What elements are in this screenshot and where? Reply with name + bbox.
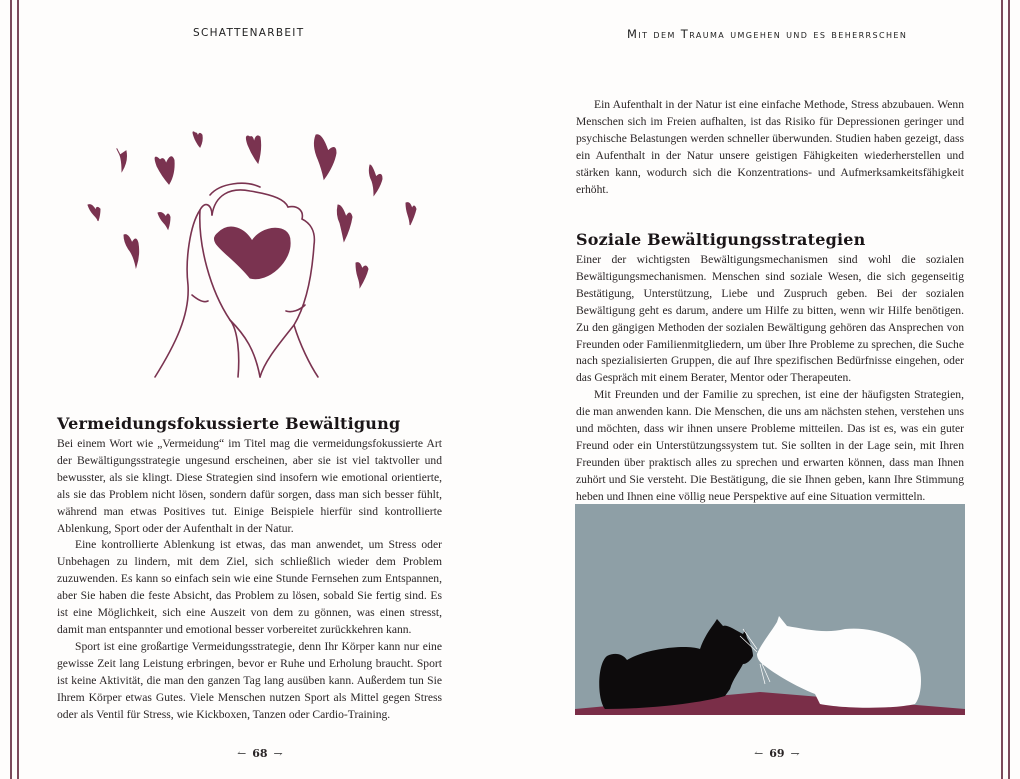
page-number: 68 bbox=[252, 747, 268, 760]
section-heading: Vermeidungsfokussierte Bewältigung bbox=[57, 414, 401, 433]
paragraph: Einer der wichtigsten Bewältigungsmechanismen sind wohl die sozialen Bewältigungsmechanismen. Menschen sind soziale Wesen, die sich gegenseitig Bestätigung, Unterstützung, Liebe und Zuspruch geben. Bei der sozialen Bewältigung geht es darum, andere um Hilfe zu bitten, wenn wir Hilfe benötigen. Zu den gängigen Methoden der sozialen Bewältigung gehören das Ansprechen von Freunden oder Familienmitgliedern, um über Ihre Probleme zu sprechen, die Suche nach spezialisierten Gruppen, die auf Ihre spezifischen Bedürfnisse eingehen, oder das Gespräch mit einem Berater, Mentor oder Therapeuten. bbox=[576, 253, 964, 385]
heart-icon bbox=[369, 165, 382, 195]
heart-icon bbox=[406, 203, 416, 225]
paragraph: Eine kontrollierte Ablenkung ist etwas, das man anwendet, um Stress oder Unbehagen zu lindern, mit dem Ziel, sich schließlich wieder dem Problem zuzuwenden. Es kann so einfach sein wie eine Stunde Fernsehen zum Entspannen, aber Sie haben die feste Absicht, das Problem zu lösen, sobald Sie fertig sind. Es ist eine Möglichkeit, sich eine Auszeit von dem zu gönnen, was einen stresst, damit man entspannter und emotional besser vorbereitet zurückkehren kann. bbox=[57, 538, 442, 636]
folio-ornament-left-icon: ↼ bbox=[754, 747, 764, 760]
cats-illustration bbox=[575, 504, 965, 715]
page-number-left bbox=[231, 747, 289, 760]
heart-icon bbox=[193, 132, 202, 147]
folio-ornament-left-icon: ↼ bbox=[237, 747, 247, 760]
folio-ornament-right-icon: ⇁ bbox=[790, 747, 800, 760]
hands-holding-heart-illustration bbox=[80, 115, 430, 387]
page-number-right bbox=[748, 747, 806, 760]
paragraph: Sport ist eine großartige Vermeidungsstrategie, denn Ihr Körper kann nur eine gewisse Zeit lang Leistung erbringen, bevor er Ruhe und Erholung braucht. Sport ist keine Aktivität, die man den ganzen Tag lang ausüben kann. Außerdem tun Sie Ihrem Körper etwas Gutes. Viele Menschen nutzen Sport als Mittel gegen Stress oder als Ventil für Stress, wie Kickboxen, Tanzen oder Cardio-Training. bbox=[57, 639, 442, 721]
heart-icon bbox=[337, 205, 352, 241]
heart-icon bbox=[117, 149, 127, 171]
heart-icon bbox=[158, 213, 170, 230]
heart-icon bbox=[314, 135, 336, 179]
section-heading: Soziale Bewältigungsstrategien bbox=[576, 230, 866, 249]
heart-icon bbox=[246, 136, 260, 163]
left-page-body bbox=[57, 414, 442, 723]
paragraph: Bei einem Wort wie „Vermeidung“ im Titel mag die vermeidungsfokussierte Art der Bewältigungsstrategie ungesund erscheinen, aber sie ist viel taktvoller und bewusster, als sie klingt. Diese Strategien sind insofern wie emotional orientierte, als sie das Problem nicht lösen, sondern dafür sorgen, dass man sich besser fühlt, während man etwas Positives tut. Einige Beispiele hierfür sind kontrollierte Ablenkung, Sport oder der Aufenthalt in der Natur. bbox=[57, 437, 442, 535]
paragraph: Ein Aufenthalt in der Natur ist eine einfache Methode, Stress abzubauen. Wenn Menschen sich im Freien aufhalten, ist das Risiko für Depressionen geringer und psychische Belastungen werden schneller überwunden. Studien haben gezeigt, dass ein Aufenthalt in der Natur unsere geistigen Fähigkeiten wiederherstellen und stärken kann, wodurch sich die Konzentrations- und Aufmerksamkeitsfähigkeit erhöht. bbox=[576, 98, 964, 196]
cats-nuzzling-graphic bbox=[575, 504, 965, 715]
right-page-intro bbox=[576, 97, 964, 198]
central-heart-icon bbox=[214, 227, 290, 279]
heart-icon bbox=[88, 205, 100, 221]
heart-icon bbox=[356, 263, 368, 287]
heart-icon bbox=[124, 235, 139, 267]
running-head-text: SCHATTENARBEIT bbox=[193, 27, 305, 39]
paragraph: Mit Freunden und der Familie zu sprechen, ist eine der häufigsten Strategien, die man anwenden kann. Die Menschen, die uns am nächsten stehen, verstehen uns und möchten, dass wir ihnen unsere Probleme mitteilen. Das ist es, was ein guter Freund oder ein Unterstützungssystem tut. Sie sollten in der Lage sein, mit Ihren Freunden über praktisch alles zu sprechen und erwarten können, dass man Ihnen zuhört und Sie versteht. Die Bestätigung, die sie Ihnen geben, kann Ihre Stimmung heben und Ihnen eine völlig neue Perspektive auf eine Situation vermitteln. bbox=[576, 388, 964, 503]
running-head-text: Mit dem Trauma umgehen und es beherrschen bbox=[627, 27, 908, 41]
heart-icon bbox=[155, 157, 174, 184]
right-page-section bbox=[576, 230, 964, 506]
folio-ornament-right-icon: ⇁ bbox=[273, 747, 283, 760]
page-number: 69 bbox=[769, 747, 785, 760]
